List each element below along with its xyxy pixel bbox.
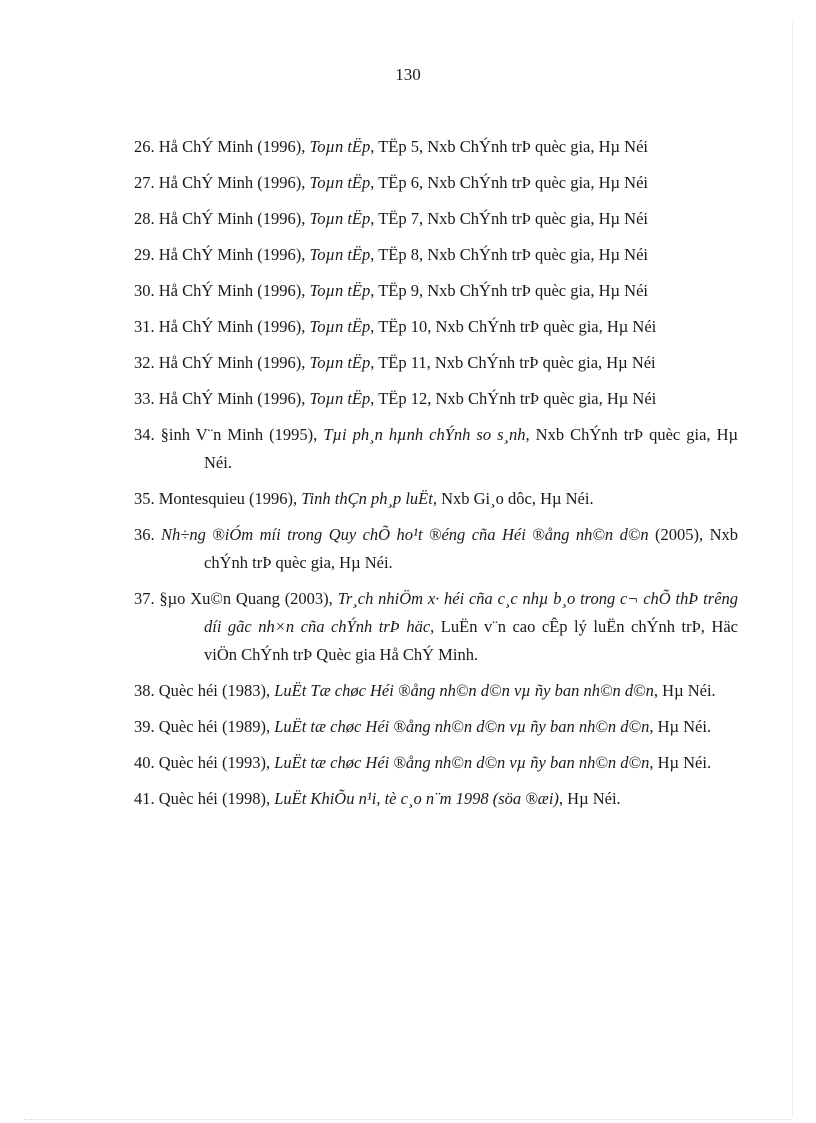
reference-item: 36. Nh÷ng ®iÓm míi trong Quy chÕ ho¹t ®éng cña Héi ®ång nh©n d©n (2005), Nxb chÝnh trÞ quèc gia, Hµ Néi. (134, 525, 738, 572)
reference-item: 32. Hå ChÝ Minh (1996), Toµn tËp, TËp 11, Nxb ChÝnh trÞ quèc gia, Hµ Néi (134, 353, 656, 372)
reference-item: 31. Hå ChÝ Minh (1996), Toµn tËp, TËp 10, Nxb ChÝnh trÞ quèc gia, Hµ Néi (134, 317, 657, 336)
reference-item: 33. Hå ChÝ Minh (1996), Toµn tËp, TËp 12, Nxb ChÝnh trÞ quèc gia, Hµ Néi (134, 389, 657, 408)
reference-item: 34. §inh V¨n Minh (1995), Tµi ph¸n hµnh chÝnh so s¸nh, Nxb ChÝnh trÞ quèc gia, Hµ Néi. (134, 425, 738, 472)
page-edge-line (792, 20, 793, 1117)
reference-item: 40. Quèc héi (1993), LuËt tæ chøc Héi ®ång nh©n d©n vµ ñy ban nh©n d©n, Hµ Néi. (134, 753, 712, 772)
page-number: 130 (395, 65, 421, 84)
reference-item: 37. §µo Xu©n Quang (2003), Tr¸ch nhiÖm x· héi cña c¸c nhµ b¸o trong c¬ chÕ thÞ trêng díi gãc nh×n cña chÝnh trÞ häc, LuËn v¨n cao cÊp lý luËn chÝnh trÞ, Häc viÖn ChÝnh trÞ Quèc gia Hå ChÝ Minh. (134, 589, 739, 664)
reference-item: 27. Hå ChÝ Minh (1996), Toµn tËp, TËp 6, Nxb ChÝnh trÞ quèc gia, Hµ Néi (134, 173, 649, 192)
reference-item: 38. Quèc héi (1983), LuËt Tæ chøc Héi ®ång nh©n d©n vµ ñy ban nh©n d©n, Hµ Néi. (134, 681, 716, 700)
reference-item: 35. Montesquieu (1996), Tinh thÇn ph¸p luËt, Nxb Gi¸o dôc, Hµ Néi. (134, 489, 594, 508)
reference-item: 28. Hå ChÝ Minh (1996), Toµn tËp, TËp 7, Nxb ChÝnh trÞ quèc gia, Hµ Néi (134, 209, 649, 228)
reference-item: 41. Quèc héi (1998), LuËt KhiÕu n¹i, tè c¸o n¨m 1998 (söa ®æi), Hµ Néi. (134, 789, 621, 808)
reference-item: 30. Hå ChÝ Minh (1996), Toµn tËp, TËp 9, Nxb ChÝnh trÞ quèc gia, Hµ Néi (134, 281, 649, 300)
reference-list (134, 133, 738, 821)
page-bottom-line (24, 1119, 792, 1120)
reference-item: 39. Quèc héi (1989), LuËt tæ chøc Héi ®ång nh©n d©n vµ ñy ban nh©n d©n, Hµ Néi. (134, 717, 712, 736)
reference-item: 26. Hå ChÝ Minh (1996), Toµn tËp, TËp 5, Nxb ChÝnh trÞ quèc gia, Hµ Néi (134, 137, 649, 156)
reference-item: 29. Hå ChÝ Minh (1996), Toµn tËp, TËp 8, Nxb ChÝnh trÞ quèc gia, Hµ Néi (134, 245, 649, 264)
